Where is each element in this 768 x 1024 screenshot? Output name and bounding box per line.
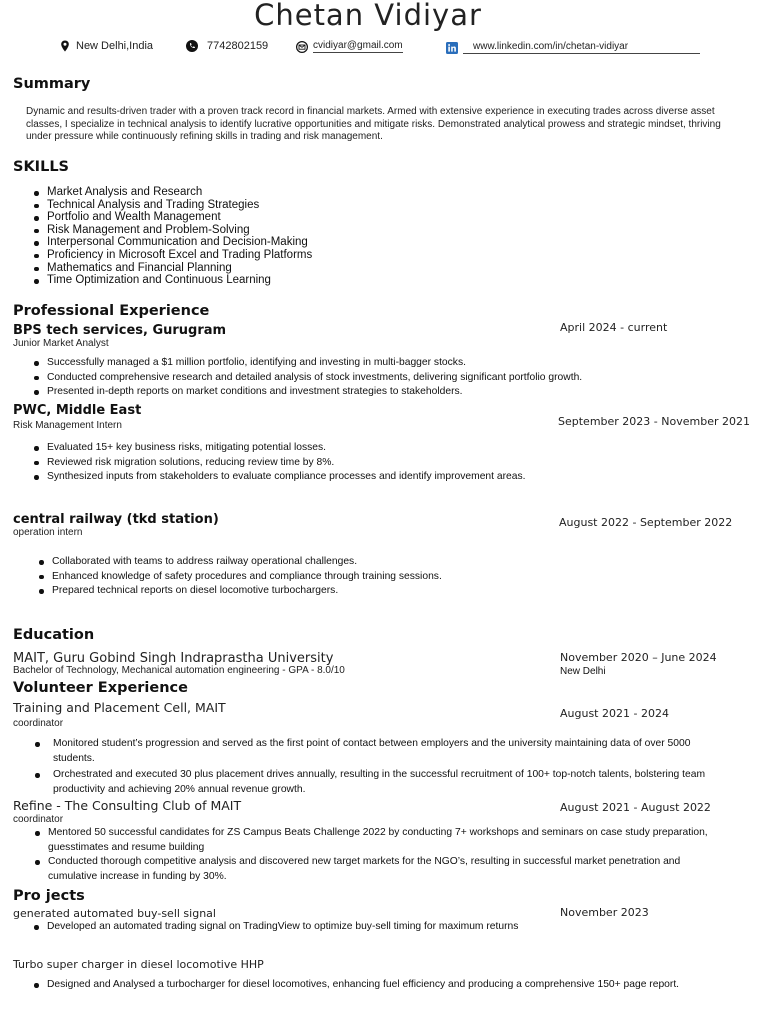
contact-linkedin[interactable] [446,41,700,54]
bullet: Presented in-depth reports on market conditions and investment strategies to stakeholders. [33,385,582,400]
bullet: Reviewed risk migration solutions, reducing review time by 8%. [33,456,525,471]
skills-list [33,186,312,287]
contact-email[interactable] [296,40,403,53]
bullet: Developed an automated trading signal on TradingView to optimize buy-sell timing for maximum returns [33,920,518,935]
bullet: Designed and Analysed a turbocharger for diesel locomotives, enhancing fuel efficiency and producing a comprehensive 150+ page report. [33,978,723,993]
project-title: Turbo super charger in diesel locomotive HHP [13,958,264,971]
bullet: Prepared technical reports on diesel locomotive turbochargers. [38,584,442,599]
email-link[interactable]: cvidiyar@gmail.com [313,40,403,51]
volunteer-bullets [34,826,724,884]
bullet: Synthesized inputs from stakeholders to evaluate compliance processes and identify improvement areas. [33,470,525,485]
volunteer-role: coordinator [13,718,64,729]
volunteer-role: coordinator [13,814,64,825]
bullet: Monitored student’s progression and served as the first point of contact between employers and the university maintaining data of over 5000 students. [34,737,724,766]
summary-text: Dynamic and results-driven trader with a proven track record in financial markets. Armed with extensive experience in executing trades across diverse asset classes, I specialize in technical analysis to identify lucrative opportunities and mitigate risks. Demonstrated analytical prowess and strategic mindset, thriving under pressure while continuously refining skills in trading and risk management. [26,106,721,142]
job-bullets [38,555,442,599]
bullet: Conducted thorough competitive analysis and discovered new target markets for the NGO’s, resulting in successful market penetration and cumulative increase in funding by 30%. [34,855,724,884]
skill-item: Interpersonal Communication and Decision-Making [33,236,312,249]
job-company: central railway (tkd station) [13,512,219,527]
skill-item: Time Optimization and Continuous Learning [33,274,312,287]
email-icon [296,41,308,53]
linkedin-icon [446,42,458,54]
education-location: New Delhi [560,666,606,677]
bullet: Enhanced knowledge of safety procedures and compliance through training sessions. [38,570,442,585]
location-pin-icon [59,40,71,52]
phone-icon [186,40,198,52]
volunteer-org: Training and Placement Cell, MAIT [13,700,226,715]
contact-phone [186,40,268,52]
education-school: MAIT, Guru Gobind Singh Indraprastha University [13,651,334,666]
project-bullets [33,920,518,935]
project-title: generated automated buy-sell signal [13,907,216,920]
bullet: Successfully managed a $1 million portfolio, identifying and investing in multi-bagger stocks. [33,356,582,371]
skill-item: Proficiency in Microsoft Excel and Trading Platforms [33,249,312,262]
skills-heading: SKILLS [13,159,69,175]
education-dates: November 2020 – June 2024 [560,651,717,664]
linkedin-link[interactable]: www.linkedin.com/in/chetan-vidiyar [463,41,700,54]
job-company: BPS tech services, Gurugram [13,323,227,338]
resume-name: Chetan Vidiyar [254,0,482,32]
bullet: Collaborated with teams to address railway operational challenges. [38,555,442,570]
bullet: Evaluated 15+ key business risks, mitigating potential losses. [33,441,525,456]
volunteer-heading: Volunteer Experience [13,680,188,696]
skill-item: Mathematics and Financial Planning [33,262,312,275]
volunteer-org: Refine - The Consulting Club of MAIT [13,798,242,813]
skill-item: Risk Management and Problem-Solving [33,224,312,237]
summary-heading: Summary [13,76,91,92]
projects-heading: Pro jects [13,888,85,904]
contact-location [59,40,153,52]
education-degree: Bachelor of Technology, Mechanical automation engineering - GPA - 8.0/10 [13,665,345,676]
volunteer-dates: August 2021 - August 2022 [560,801,711,814]
volunteer-dates: August 2021 - 2024 [560,707,669,720]
skill-item: Technical Analysis and Trading Strategies [33,199,312,212]
volunteer-bullets [34,737,724,797]
job-bullets [33,441,525,485]
job-bullets [33,356,582,400]
project-bullets [33,978,723,993]
job-dates: August 2022 - September 2022 [559,516,733,529]
skill-item: Portfolio and Wealth Management [33,211,312,224]
bullet: Orchestrated and executed 30 plus placement drives annually, resulting in the successful recruitment of 100+ top-notch talents, bolstering team productivity and achieving 20% annual revenue growth. [34,768,724,797]
project-dates: November 2023 [560,906,649,919]
job-role: Junior Market Analyst [13,338,109,349]
phone-text: 7742802159 [207,40,269,52]
job-dates: September 2023 - November 2021 [558,415,750,428]
bullet: Conducted comprehensive research and detailed analysis of stock investments, delivering significant portfolio growth. [33,371,582,386]
bullet: Mentored 50 successful candidates for ZS Campus Beats Challenge 2022 by conducting 7+ workshops and seminars on case study preparation, guesstimates and resume building [34,826,724,855]
location-text: New Delhi,India [76,40,154,52]
skill-item: Market Analysis and Research [33,186,312,199]
education-heading: Education [13,627,95,643]
job-company: PWC, Middle East [13,403,142,418]
job-dates: April 2024 - current [560,321,668,334]
job-role: Risk Management Intern [13,420,122,431]
job-role: operation intern [13,527,83,538]
experience-heading: Professional Experience [13,303,210,319]
